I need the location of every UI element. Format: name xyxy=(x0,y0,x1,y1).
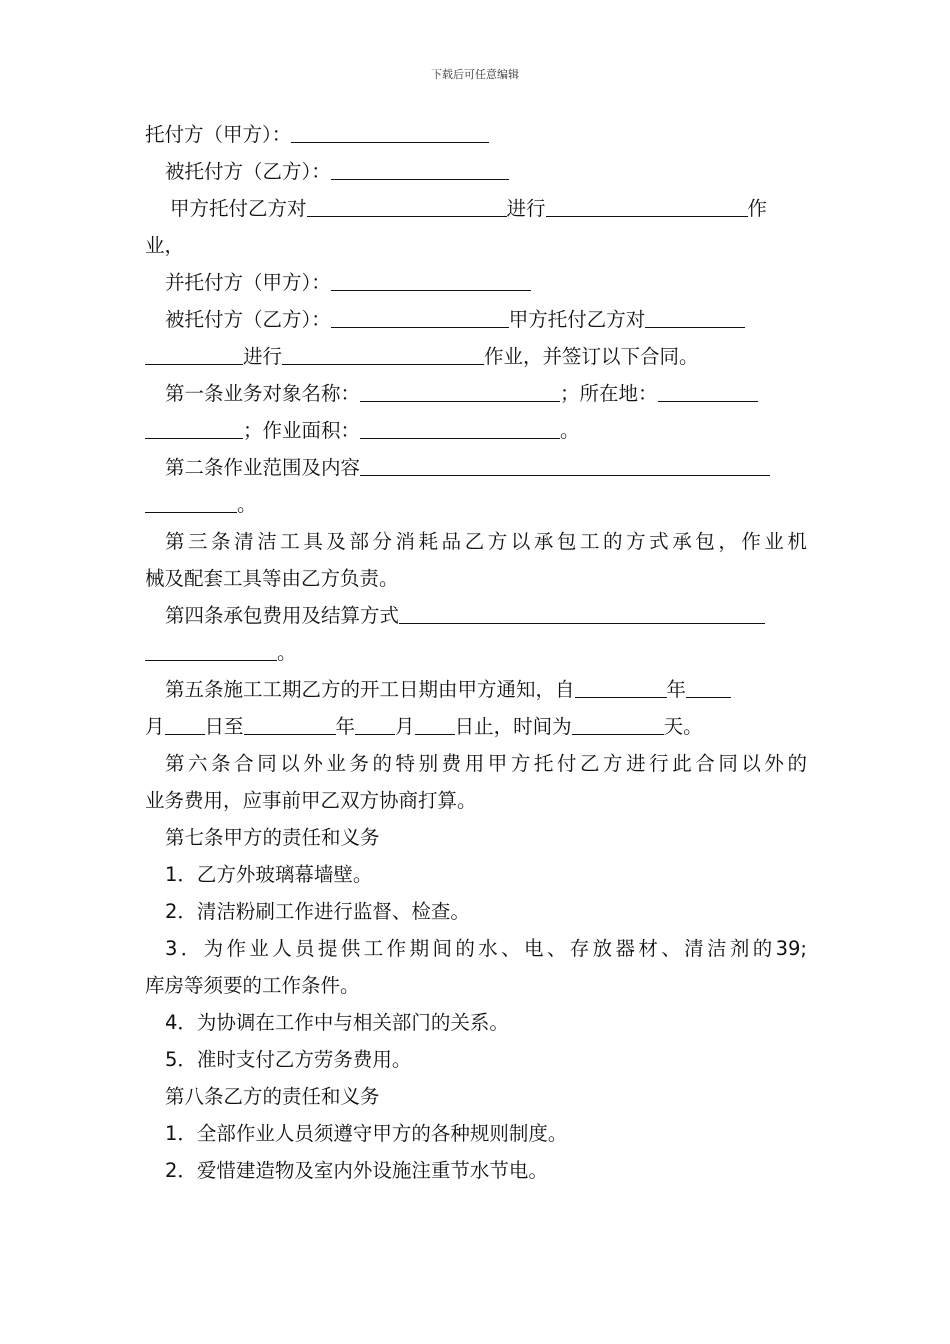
article-7-item-3-cont xyxy=(145,967,807,1004)
consignor-label: 托付方（甲方）： xyxy=(145,123,292,146)
article-7-item-2 xyxy=(145,893,807,930)
entrust-line-2-cont xyxy=(145,338,807,375)
entrust-text-2: 甲方托付乙方对 xyxy=(508,308,646,331)
day-to-label: 日至 xyxy=(204,715,244,738)
article-3-line-cont xyxy=(145,560,807,597)
month-label-2: 月 xyxy=(395,715,415,738)
article-4-line xyxy=(145,597,807,634)
period-text-3: 。 xyxy=(277,641,297,664)
article-7-heading xyxy=(145,819,807,856)
consignor-label-2: 并托付方（甲方）： xyxy=(165,271,331,294)
days-label: 天。 xyxy=(663,715,703,738)
article-5-line-cont xyxy=(145,708,807,745)
entrust-object-blank[interactable] xyxy=(307,196,507,217)
entrust-line-cont xyxy=(145,227,807,264)
consignee-line-2 xyxy=(145,301,807,338)
list-item: 4．为协调在工作中与相关部门的关系。 xyxy=(165,1011,509,1034)
article-5-text: 第五条施工工期乙方的开工日期由甲方通知，自 xyxy=(165,678,575,701)
business-object-blank[interactable] xyxy=(360,381,560,402)
entrust-object-blank-2[interactable] xyxy=(645,307,745,328)
article-4-line-cont xyxy=(145,634,807,671)
start-year-blank[interactable] xyxy=(575,677,667,698)
work-area-blank[interactable] xyxy=(360,418,560,439)
entrust-end-text: 作 xyxy=(747,197,768,220)
consignee-blank-2[interactable] xyxy=(331,307,509,328)
entrust-text: 甲方托付乙方对 xyxy=(170,197,307,220)
article-7-title: 第七条甲方的责任和义务 xyxy=(165,826,380,849)
article-6-line xyxy=(145,745,807,782)
period-text: 。 xyxy=(560,419,580,442)
entrust-work-blank-2[interactable] xyxy=(282,344,484,365)
consignee-label: 被托付方（乙方）： xyxy=(165,160,331,183)
duration-blank[interactable] xyxy=(572,714,664,735)
article-4-text: 第四条承包费用及结算方式 xyxy=(165,604,400,627)
list-item-cont: 库房等须要的工作条件。 xyxy=(145,974,360,997)
entrust-object-blank-2-cont[interactable] xyxy=(145,344,243,365)
list-item: 3．为作业人员提供工作期间的水、电、存放器材、清洁剂的39; xyxy=(165,937,807,960)
consignor-line-2 xyxy=(145,264,807,301)
consignor-line xyxy=(145,116,807,153)
work-scope-blank[interactable] xyxy=(360,455,770,476)
end-day-blank[interactable] xyxy=(415,714,455,735)
consignor-blank-2[interactable] xyxy=(331,270,531,291)
period-text-2: 。 xyxy=(237,493,257,516)
article-7-item-3 xyxy=(145,930,807,967)
list-item: 1．乙方外玻璃幕墙壁。 xyxy=(165,863,373,886)
article-1-line xyxy=(145,375,807,412)
article-8-heading xyxy=(145,1078,807,1115)
location-blank[interactable] xyxy=(658,381,758,402)
list-item: 2．爱惜建造物及室内外设施注重节水节电。 xyxy=(165,1159,548,1182)
consignee-label-2: 被托付方（乙方）： xyxy=(165,308,331,331)
article-5-line xyxy=(145,671,807,708)
article-7-item-5 xyxy=(145,1041,807,1078)
end-year-blank[interactable] xyxy=(244,714,336,735)
article-6-text-cont: 业务费用，应事前甲乙双方协商打算。 xyxy=(145,789,477,812)
article-1-text: 第一条业务对象名称： xyxy=(165,382,361,405)
list-item: 1．全部作业人员须遵守甲方的各种规则制度。 xyxy=(165,1122,568,1145)
article-8-title: 第八条乙方的责任和义务 xyxy=(165,1085,380,1108)
consignee-blank[interactable] xyxy=(331,159,509,180)
entrust-proceed-text-2: 进行 xyxy=(243,345,283,368)
location-label: ；所在地： xyxy=(560,382,658,405)
work-scope-blank-cont[interactable] xyxy=(145,492,237,513)
entrust-line xyxy=(145,190,807,227)
year-label-2: 年 xyxy=(335,715,356,738)
consignee-line xyxy=(145,153,807,190)
article-7-item-4 xyxy=(145,1004,807,1041)
work-area-label: ；作业面积： xyxy=(243,419,361,442)
entrust-work-blank[interactable] xyxy=(546,196,748,217)
article-8-item-1 xyxy=(145,1115,807,1152)
article-3-text-cont: 械及配套工具等由乙方负责。 xyxy=(145,567,399,590)
page-header: 下载后可任意编辑 xyxy=(431,68,519,81)
article-2-text: 第二条作业范围及内容 xyxy=(165,456,361,479)
start-month-blank[interactable] xyxy=(686,677,731,698)
contract-sign-text: 作业，并签订以下合同。 xyxy=(484,345,699,368)
article-8-item-2 xyxy=(145,1152,807,1189)
end-month-blank[interactable] xyxy=(355,714,395,735)
entrust-proceed-text: 进行 xyxy=(506,197,546,220)
contract-body xyxy=(145,116,807,1189)
article-1-line-cont xyxy=(145,412,807,449)
list-item: 5．准时支付乙方劳务费用。 xyxy=(165,1048,412,1071)
article-3-text: 第三条清洁工具及部分消耗品乙方以承包工的方式承包，作业机 xyxy=(165,530,807,553)
article-6-line-cont xyxy=(145,782,807,819)
location-blank-cont[interactable] xyxy=(145,418,243,439)
list-item: 2．清洁粉刷工作进行监督、检查。 xyxy=(165,900,470,923)
article-2-line xyxy=(145,449,807,486)
article-3-line xyxy=(145,523,807,560)
article-7-item-1 xyxy=(145,856,807,893)
article-2-line-cont xyxy=(145,486,807,523)
start-day-blank[interactable] xyxy=(165,714,205,735)
month-label: 月 xyxy=(145,715,165,738)
entrust-cont-text: 业， xyxy=(145,234,185,257)
fee-settlement-blank[interactable] xyxy=(399,603,765,624)
year-label: 年 xyxy=(666,678,687,701)
duration-label: 日止，时间为 xyxy=(454,715,572,738)
consignor-blank[interactable] xyxy=(291,122,489,143)
article-6-text: 第六条合同以外业务的特别费用甲方托付乙方进行此合同以外的 xyxy=(165,752,807,775)
fee-settlement-blank-cont[interactable] xyxy=(145,640,277,661)
